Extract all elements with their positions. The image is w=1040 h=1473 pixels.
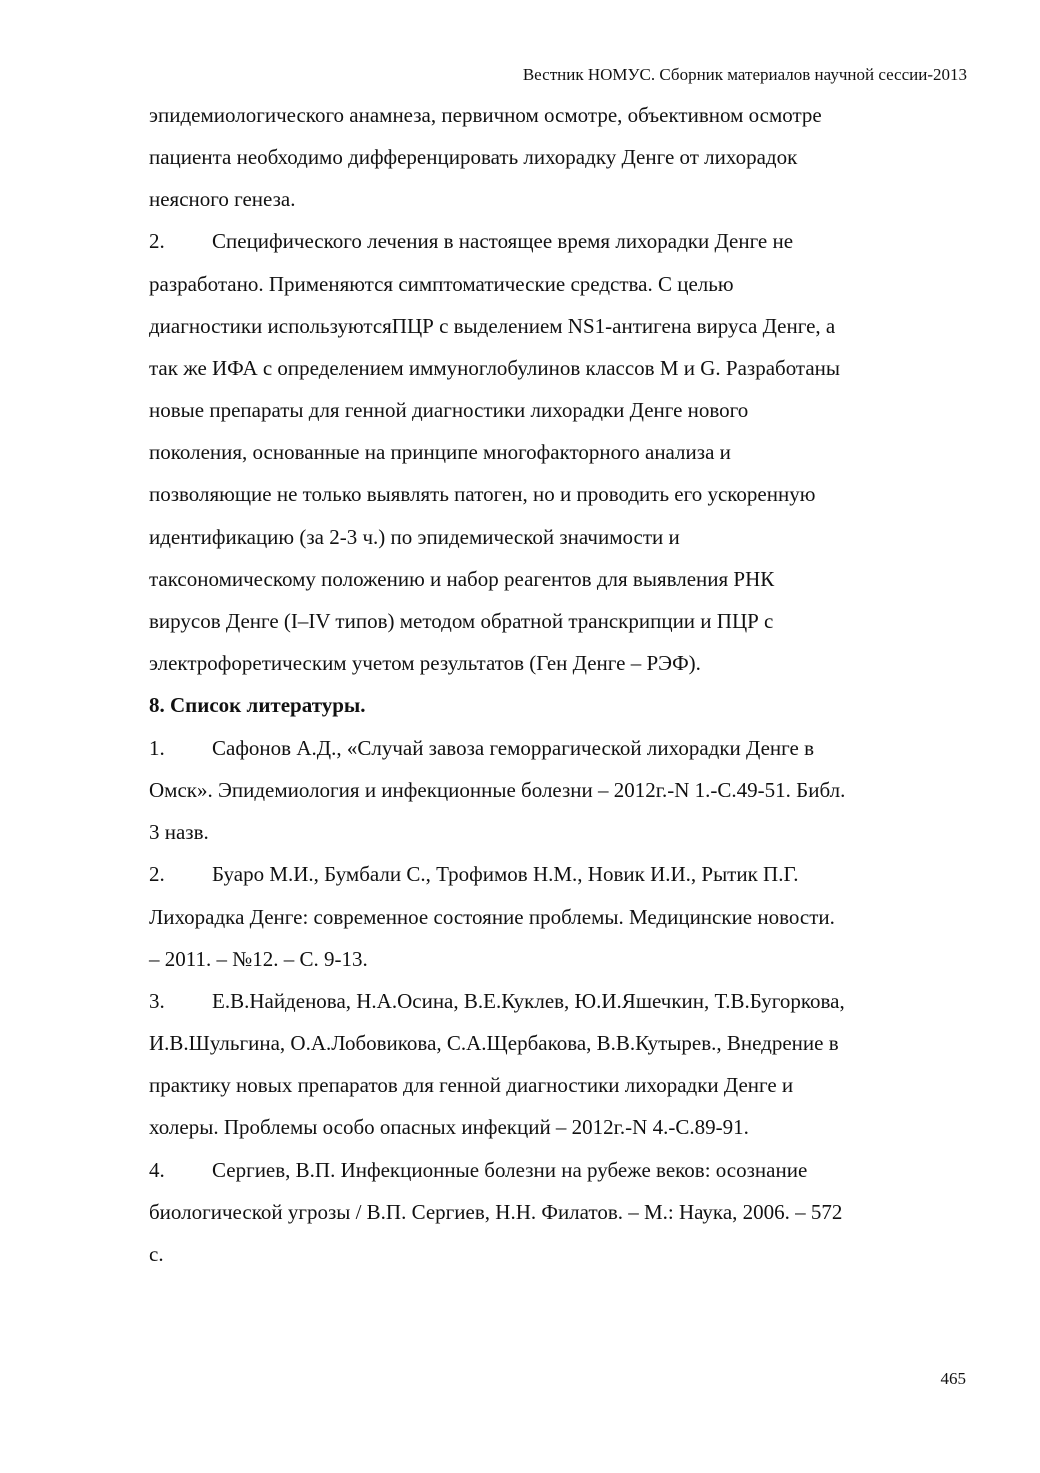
reference-number: 3. [149, 989, 165, 1013]
text-line: эпидемиологического анамнеза, первичном осмотре, объективном осмотре [149, 103, 822, 127]
text-line: электрофоретическим учетом результатов (Ген Денге – РЭФ). [149, 651, 701, 675]
text-line: поколения, основанные на принципе многофакторного анализа и [149, 440, 731, 464]
reference-number: 4. [149, 1158, 165, 1182]
text-line: Омск». Эпидемиология и инфекционные болезни – 2012г.-N 1.-С.49-51. Библ. [149, 778, 846, 802]
reference-text: Е.В.Найденова, Н.А.Осина, В.Е.Куклев, Ю.И.Яшечкин, Т.В.Бугоркова, [212, 989, 845, 1013]
text-line: И.В.Шульгина, О.А.Лобовикова, С.А.Щербакова, В.В.Кутырев., Внедрение в [149, 1031, 839, 1055]
text-line: идентификацию (за 2-3 ч.) по эпидемической значимости и [149, 525, 680, 549]
list-item-number: 2. [149, 229, 165, 253]
running-header: Вестник НОМУС. Сборник материалов научной сессии-2013 [522, 65, 967, 84]
reference-first-line [149, 735, 814, 761]
text-line: – 2011. – №12. – С. 9-13. [149, 947, 368, 971]
list-item-first-line [149, 228, 793, 254]
reference-first-line [149, 861, 799, 887]
page-number: 465 [940, 1369, 966, 1388]
reference-first-line [149, 1157, 807, 1183]
text-line: Лихорадка Денге: современное состояние проблемы. Медицинские новости. [149, 905, 835, 929]
text-line: неясного генеза. [149, 187, 296, 211]
reference-text: Буаро М.И., Бумбали С., Трофимов Н.М., Новик И.И., Рытик П.Г. [212, 862, 799, 886]
text-line: новые препараты для генной диагностики лихорадки Денге нового [149, 398, 749, 422]
text-line: биологической угрозы / В.П. Сергиев, Н.Н. Филатов. – М.: Наука, 2006. – 572 [149, 1200, 843, 1224]
text-line: практику новых препаратов для генной диагностики лихорадки Денге и [149, 1073, 794, 1097]
reference-text: Сафонов А.Д., «Случай завоза геморрагической лихорадки Денге в [212, 736, 814, 760]
text-line: с. [149, 1242, 164, 1266]
text-line: холеры. Проблемы особо опасных инфекций – 2012г.-N 4.-С.89-91. [149, 1115, 749, 1139]
text-line: позволяющие не только выявлять патоген, но и проводить его ускоренную [149, 482, 816, 506]
text-line: разработано. Применяются симптоматические средства. С целью [149, 272, 734, 296]
reference-text: Сергиев, В.П. Инфекционные болезни на рубеже веков: осознание [212, 1158, 808, 1182]
section-heading: 8. Список литературы. [149, 693, 366, 717]
text-line: пациента необходимо дифференцировать лихорадку Денге от лихорадок [149, 145, 798, 169]
text-line: таксономическому положению и набор реагентов для выявления РНК [149, 567, 775, 591]
text-line: 3 назв. [149, 820, 209, 844]
text-line: так же ИФА с определением иммуноглобулинов классов M и G. Разработаны [149, 356, 841, 380]
text-line: диагностики используютсяПЦР с выделением NS1-антигена вируса Денге, а [149, 314, 836, 338]
reference-number: 2. [149, 862, 165, 886]
list-item-text: Специфического лечения в настоящее время лихорадки Денге не [212, 229, 794, 253]
reference-number: 1. [149, 736, 165, 760]
text-line: вирусов Денге (I–IV типов) методом обратной транскрипции и ПЦР с [149, 609, 774, 633]
reference-first-line [149, 988, 845, 1014]
